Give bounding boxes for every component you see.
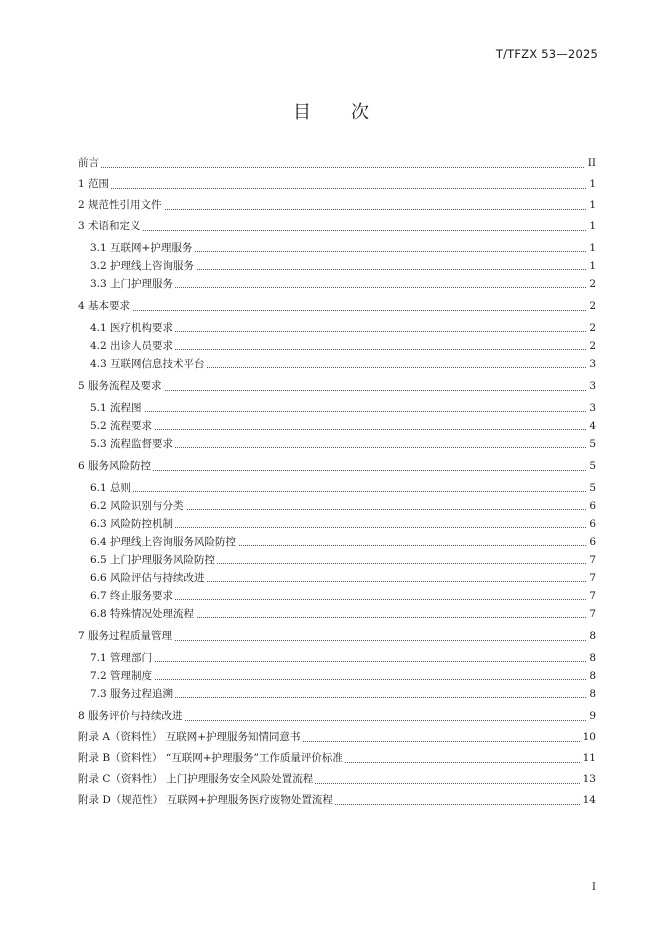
toc-leader-dots (90, 428, 596, 430)
toc-entry-page: 6 (586, 497, 596, 515)
toc-entry-page: II (585, 153, 596, 174)
toc-entry-label: 6.1 总则 (90, 479, 133, 497)
toc-entry-page: 3 (586, 399, 596, 417)
toc-entry[interactable] (78, 195, 596, 216)
toc-entry-label: 4.2 出诊人员要求 (90, 337, 175, 355)
toc-entry-label: 3 术语和定义 (78, 216, 143, 237)
toc-entry-page: 1 (586, 257, 596, 275)
toc-entry-page: 6 (586, 515, 596, 533)
toc-entry-page: 3 (586, 376, 596, 397)
toc-entry-label: 5.1 流程图 (90, 399, 144, 417)
toc-entry-label: 6 服务风险防控 (78, 456, 153, 477)
toc-entry-page: 13 (580, 769, 596, 790)
toc-entry-page: 5 (586, 456, 596, 477)
toc-entry-page: 8 (586, 649, 596, 667)
toc-entry-label: 5.3 流程监督要求 (90, 435, 175, 453)
toc-entry-label: 6.7 终止服务要求 (90, 587, 175, 605)
toc-entry[interactable] (78, 769, 596, 790)
toc-entry[interactable] (78, 239, 596, 257)
toc-entry-label: 附录 A（资料性） 互联网+护理服务知情同意书 (78, 727, 303, 748)
toc-entry-page: 2 (586, 275, 596, 293)
toc-entry-page: 7 (586, 605, 596, 623)
toc-leader-dots (90, 678, 596, 680)
toc-entry[interactable] (78, 296, 596, 317)
toc-entry-page: 8 (586, 626, 596, 647)
toc-entry-label: 3.3 上门护理服务 (90, 275, 175, 293)
toc-entry-page: 11 (580, 748, 596, 769)
standard-code: T/TFZX 53—2025 (495, 47, 598, 61)
table-of-contents (78, 153, 596, 811)
toc-entry-page: 7 (586, 569, 596, 587)
toc-entry-page: 2 (586, 296, 596, 317)
toc-entry[interactable] (78, 685, 596, 703)
toc-leader-dots (78, 229, 596, 231)
toc-entry[interactable] (78, 706, 596, 727)
toc-leader-dots (78, 469, 596, 471)
toc-entry-page: 1 (586, 195, 596, 216)
toc-entry[interactable] (78, 533, 596, 551)
page-title-char-2: 次 (351, 102, 369, 123)
toc-entry-label: 4 基本要求 (78, 296, 132, 317)
toc-entry-label: 4.1 医疗机构要求 (90, 319, 175, 337)
toc-entry-page: 9 (586, 706, 596, 727)
toc-entry-label: 6.5 上门护理服务风险防控 (90, 551, 217, 569)
toc-entry-page: 14 (580, 790, 596, 811)
toc-entry[interactable] (78, 497, 596, 515)
toc-entry-label: 5 服务流程及要求 (78, 376, 164, 397)
toc-entry-label: 5.2 流程要求 (90, 417, 154, 435)
toc-entry-label: 7.3 服务过程追溯 (90, 685, 175, 703)
toc-leader-dots (78, 166, 596, 168)
toc-entry[interactable] (78, 399, 596, 417)
toc-entry[interactable] (78, 667, 596, 685)
toc-entry-page: 8 (586, 685, 596, 703)
toc-entry[interactable] (78, 587, 596, 605)
toc-entry-label: 附录 C（资料性） 上门护理服务安全风险处置流程 (78, 769, 315, 790)
toc-entry-label: 7.2 管理制度 (90, 667, 154, 685)
toc-entry-page: 10 (580, 727, 596, 748)
toc-entry[interactable] (78, 515, 596, 533)
toc-entry-label: 2 规范性引用文件 (78, 195, 164, 216)
toc-entry-label: 8 服务评价与持续改进 (78, 706, 185, 727)
page-title-char-1: 目 (293, 102, 311, 123)
toc-entry[interactable] (78, 551, 596, 569)
toc-entry[interactable] (78, 153, 596, 174)
toc-entry-label: 1 范围 (78, 174, 111, 195)
toc-entry-label: 6.2 风险识别与分类 (90, 497, 186, 515)
toc-entry-page: 2 (586, 337, 596, 355)
toc-entry-page: 7 (586, 551, 596, 569)
toc-entry-label: 6.6 风险评估与持续改进 (90, 569, 207, 587)
toc-entry-page: 6 (586, 533, 596, 551)
toc-entry[interactable] (78, 337, 596, 355)
toc-entry-label: 6.3 风险防控机制 (90, 515, 175, 533)
toc-entry-label: 3.1 互联网+护理服务 (90, 239, 194, 257)
toc-entry-label: 4.3 互联网信息技术平台 (90, 355, 207, 373)
toc-entry-page: 7 (586, 587, 596, 605)
toc-entry-page: 4 (586, 417, 596, 435)
toc-entry[interactable] (78, 216, 596, 237)
toc-entry-page: 1 (586, 174, 596, 195)
toc-entry[interactable] (78, 626, 596, 647)
toc-entry-page: 1 (586, 216, 596, 237)
toc-entry[interactable] (78, 748, 596, 769)
toc-entry-label: 7 服务过程质量管理 (78, 626, 174, 647)
toc-entry[interactable] (78, 174, 596, 195)
toc-leader-dots (78, 187, 596, 189)
toc-entry[interactable] (78, 319, 596, 337)
page-title (0, 98, 662, 124)
toc-entry-label: 附录 D（规范性） 互联网+护理服务医疗废物处置流程 (78, 790, 335, 811)
toc-entry-page: 1 (586, 239, 596, 257)
toc-leader-dots (90, 490, 596, 492)
toc-entry[interactable] (78, 355, 596, 373)
toc-entry[interactable] (78, 649, 596, 667)
toc-entry[interactable] (78, 417, 596, 435)
toc-entry[interactable] (78, 275, 596, 293)
toc-entry-page: 8 (586, 667, 596, 685)
toc-entry-page: 5 (586, 435, 596, 453)
toc-entry[interactable] (78, 257, 596, 275)
toc-entry[interactable] (78, 569, 596, 587)
toc-entry[interactable] (78, 376, 596, 397)
toc-entry-page: 5 (586, 479, 596, 497)
toc-entry[interactable] (78, 605, 596, 623)
toc-entry-label: 6.4 护理线上咨询服务风险防控 (90, 533, 238, 551)
toc-entry[interactable] (78, 727, 596, 748)
toc-leader-dots (90, 410, 596, 412)
toc-entry[interactable] (78, 456, 596, 477)
page-number: I (592, 882, 596, 893)
toc-entry[interactable] (78, 790, 596, 811)
toc-entry-page: 3 (586, 355, 596, 373)
toc-entry[interactable] (78, 435, 596, 453)
toc-entry-label: 3.2 护理线上咨询服务 (90, 257, 196, 275)
toc-entry-label: 7.1 管理部门 (90, 649, 154, 667)
toc-entry-label: 前言 (78, 153, 101, 174)
toc-leader-dots (90, 660, 596, 662)
toc-entry-label: 6.8 特殊情况处理流程 (90, 605, 196, 623)
toc-entry-label: 附录 B（资料性） “互联网+护理服务”工作质量评价标准 (78, 748, 345, 769)
toc-entry[interactable] (78, 479, 596, 497)
toc-entry-page: 2 (586, 319, 596, 337)
toc-leader-dots (78, 309, 596, 311)
